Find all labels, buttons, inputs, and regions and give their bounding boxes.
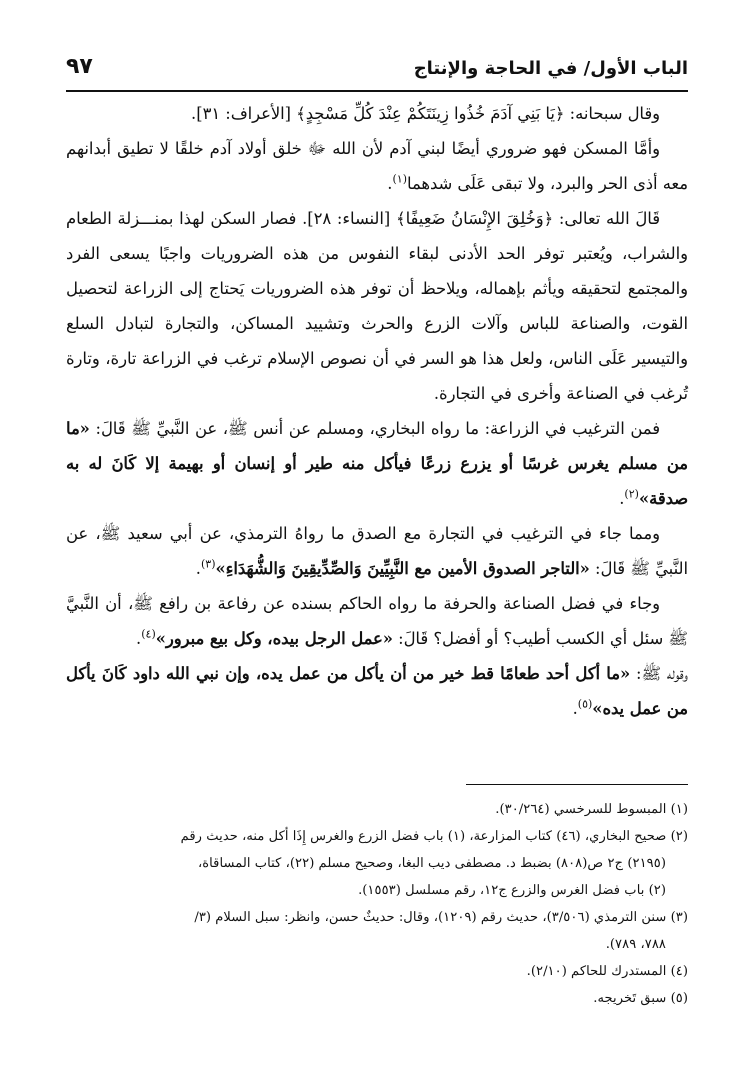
paragraph-7-end: . bbox=[572, 699, 578, 718]
footnote-2: (٢) صحيح البخاري، (٤٦) كتاب المزارعة، (١) باب فضل الزرع والغرس إِذَا أكل منه، حديث رقم bbox=[180, 829, 688, 844]
paragraph-6 bbox=[66, 586, 688, 656]
paragraph-4-intro: فمن الترغيب في الزراعة: ما رواه البخاري، ومسلم عن أنس ﷺ، عن النَّبيِّ ﷺ قَالَ: bbox=[89, 419, 660, 438]
paragraph-3: قَالَ الله تعالى: ﴿وَخُلِقَ الإِنْسَانُ ضَعِيفًا﴾ [النساء: ٢٨]. فصار السكن لهذا بمنـــزلة الطعام والشراب، ويُعتبر توفر الحد الأدنى لبقاء النفوس من هذه الضروريات واجبًا يسعى الفرد والمجتمع لتحقيقه ويأثم بإهماله، ويلاحظ أن توفر هذه الضروريات يَحتاج إلى الزراعة لتحصيل القوت، والصناعة للباس وآلات الزرع والحرث وتشييد المساكن، والتجارة لتبادل السلع والتيسير عَلَى الناس، ولعل هذا هو السر في أن نصوص الإسلام ترغب في الزراعة تارة، وتارة تُرغب في الصناعة وأخرى في التجارة. bbox=[66, 209, 688, 403]
paragraph-2-end: . bbox=[387, 174, 393, 193]
paragraph-6-intro: وجاء في فضل الصناعة والحرفة ما رواه الحاكم بسنده عن رفاعة بن رافع ﷺ، أن النَّبيَّ ﷺ سئل أي الكسب أطيب؟ أو أفضل؟ قَالَ: bbox=[66, 594, 688, 648]
main-text bbox=[66, 96, 688, 726]
footnote-5: (٥) سبق تَخريجه. bbox=[593, 991, 688, 1006]
footnote-ref-2: (٢) bbox=[624, 487, 639, 501]
footnote-4: (٤) المستدرك للحاكم (٢/١٠). bbox=[526, 964, 688, 979]
page-number: ٩٧ bbox=[66, 54, 93, 79]
paragraph-1: وقال سبحانه: ﴿يَا بَنِي آدَمَ خُذُوا زِينَتَكُمْ عِنْدَ كُلِّ مَسْجِدٍ﴾ [الأعراف: ٣١]. bbox=[191, 104, 660, 123]
hadith-quote-2: «التاجر الصدوق الأمين مع النَّبِيِّينَ وَالصِّدِّيقِينَ وَالشُّهَدَاءِ» bbox=[215, 559, 590, 578]
footnote-1: (١) المبسوط للسرخسي (٣٠/٢٦٤). bbox=[495, 802, 688, 817]
footnote-3-line-2: ٧٨٨، ٧٨٩). bbox=[605, 937, 666, 952]
paragraph-7 bbox=[66, 656, 688, 726]
chapter-title: الباب الأول/ في الحاجة والإنتاج bbox=[413, 58, 688, 79]
hadith-quote-4: «ما أكل أحد طعامًا قط خير من أن يأكل من عمل يده، وإن نبي الله داود كَانَ يأكل من عمل يده» bbox=[66, 664, 688, 718]
hadith-quote-3: «عمل الرجل بيده، وكل بيع مبرور» bbox=[155, 629, 393, 648]
paragraph-2-text: وأمَّا المسكن فهو ضروري أيضًا لبني آدم لأن الله ﷻ خلق أولاد آدم خلقًا لا تطيق أبدانهم معه أذى الحر والبرد، ولا تبقى عَلَى شدهما bbox=[66, 139, 688, 193]
paragraph-4 bbox=[66, 411, 688, 516]
footnote-ref-4: (٤) bbox=[141, 627, 156, 641]
paragraph-6-end: . bbox=[136, 629, 142, 648]
paragraph-7-intro: وقوله ﷺ: bbox=[630, 664, 688, 683]
paragraph-5-end: . bbox=[195, 559, 201, 578]
footnote-ref-3: (٣) bbox=[200, 557, 216, 571]
paragraph-5 bbox=[66, 516, 688, 586]
hadith-quote-1: «ما من مسلم يغرس غرسًا أو يزرع زرعًا فيأكل منه طير أو إنسان أو بهيمة إلا كَانَ له به صدقة» bbox=[66, 419, 688, 508]
footnote-ref-5: (٥) bbox=[577, 697, 593, 711]
footnotes bbox=[66, 796, 688, 1012]
running-header bbox=[66, 50, 688, 92]
footnote-ref-1: (١) bbox=[392, 172, 407, 186]
paragraph-4-end: . bbox=[619, 489, 625, 508]
footnote-3: (٣) سنن الترمذي (٣/٥٠٦)، حديث رقم (١٢٠٩)، وقال: حديثٌ حسن، وانظر: سبل السلام (٣/ bbox=[194, 910, 688, 925]
paragraph-5-intro: ومما جاء في الترغيب في التجارة مع الصدق ما رواهُ الترمذي، عن أبي سعيد ﷺ، عن النَّبيِّ ﷺ قَالَ: bbox=[66, 524, 688, 578]
paragraph-2 bbox=[66, 131, 688, 201]
footnote-2-line-3: (٢) باب فضل الغرس والزرع ج١٢، رقم مسلسل (١٥٥٣). bbox=[358, 883, 666, 898]
footnote-2-line-2: (٢١٩٥) ج٢ ص(٨٠٨) بضبط د. مصطفى ديب البغا، وصحيح مسلم (٢٢)، كتاب المساقاة، bbox=[197, 856, 666, 871]
footnote-separator bbox=[466, 784, 688, 785]
